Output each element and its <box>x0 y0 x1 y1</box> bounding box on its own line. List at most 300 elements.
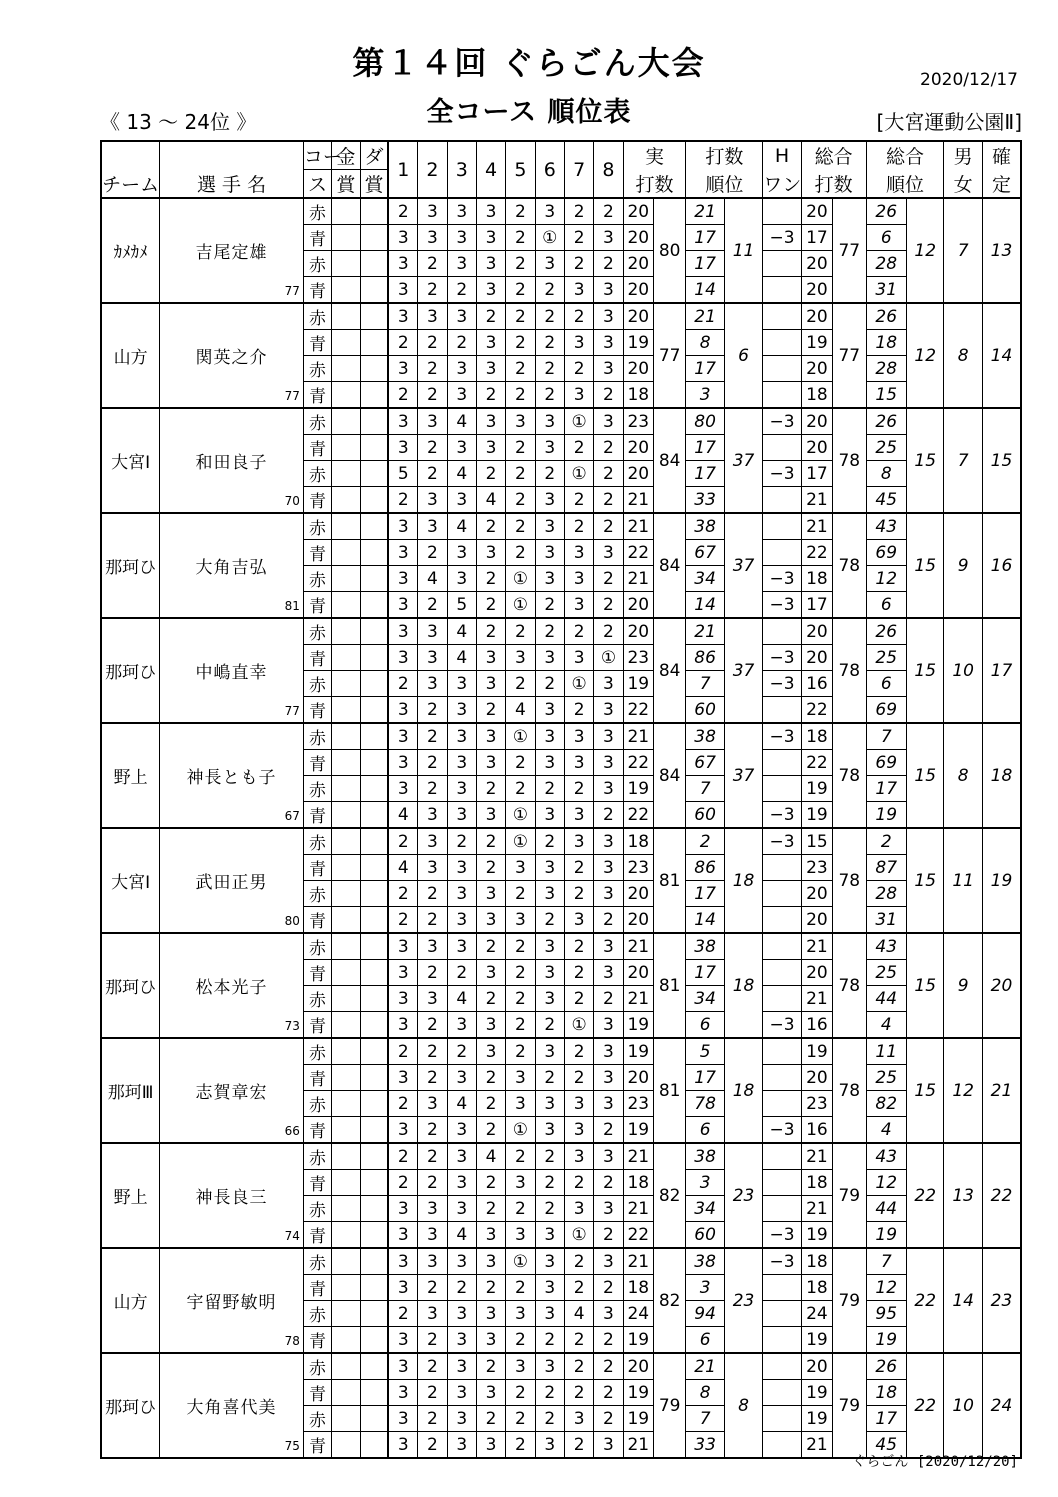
hole-score-cell: 3 <box>564 1406 593 1432</box>
course-rank-cell: 86 <box>686 645 724 671</box>
round-sum-cell: 20 <box>623 198 653 225</box>
net-rank-cell: 8 <box>866 461 906 487</box>
gold-prize-cell <box>332 566 360 592</box>
hole-score-cell: 2 <box>506 986 535 1012</box>
gold-prize-cell <box>332 1406 360 1432</box>
da-prize-cell <box>360 1432 388 1459</box>
hole-score-cell: 2 <box>594 251 623 277</box>
player-name-cell <box>160 933 304 1038</box>
gold-prize-cell <box>332 1301 360 1327</box>
hole-score-cell: 3 <box>418 1222 447 1249</box>
round-sum-cell: 19 <box>623 330 653 356</box>
hole-score-cell: 3 <box>594 1143 623 1170</box>
hole-score-cell: 2 <box>418 1012 447 1039</box>
course-rank-cell: 14 <box>686 907 724 934</box>
da-prize-cell <box>360 697 388 724</box>
hole-score-cell: 2 <box>535 618 564 645</box>
course-cell: 青 <box>303 907 331 934</box>
net-score-cell: 21 <box>801 986 832 1012</box>
hole-score-cell: 2 <box>506 1275 535 1301</box>
hole-score-cell: 3 <box>388 1065 417 1091</box>
hole-score-cell: 2 <box>564 487 593 514</box>
hole-score-cell: 3 <box>447 198 476 225</box>
hole-in-one-cell <box>763 277 801 304</box>
gender-rank-cell: 9 <box>944 933 982 1038</box>
hole-score-cell: 2 <box>564 1248 593 1275</box>
hole-score-cell: 3 <box>388 513 417 540</box>
net-score-cell: 23 <box>801 1091 832 1117</box>
player-name-cell <box>160 303 304 408</box>
gold-prize-cell <box>332 750 360 776</box>
course-cell: 赤 <box>303 881 331 907</box>
col-actual-header-top: 実 <box>623 141 686 170</box>
hole-score-cell: 3 <box>388 1353 417 1380</box>
hole-score-cell: 3 <box>535 645 564 671</box>
hole-score-cell: 2 <box>388 198 417 225</box>
hole-score-cell: 3 <box>418 933 447 960</box>
table-row <box>101 723 1021 750</box>
total-rank-cell: 15 <box>906 723 943 828</box>
gold-prize-cell <box>332 198 360 225</box>
hole-score-cell: 2 <box>506 933 535 960</box>
course-cell: 青 <box>303 330 331 356</box>
course-cell: 青 <box>303 1222 331 1249</box>
hole-score-cell: 2 <box>388 1143 417 1170</box>
course-rank-cell: 21 <box>686 1353 724 1380</box>
hole-in-one-cell: −3 <box>763 723 801 750</box>
course-rank-cell: 21 <box>686 303 724 330</box>
hole-score-cell: 3 <box>447 750 476 776</box>
hole-score-cell: 3 <box>506 1353 535 1380</box>
hole-score-cell: 2 <box>594 487 623 514</box>
hole-score-cell: ① <box>564 1012 593 1039</box>
round-sum-cell: 22 <box>623 697 653 724</box>
course-cell: 赤 <box>303 933 331 960</box>
total-rank-cell: 15 <box>906 933 943 1038</box>
course-rank-cell: 8 <box>686 330 724 356</box>
team-cell: 野上 <box>101 723 160 828</box>
hole-score-cell: 2 <box>418 1065 447 1091</box>
col-total-header-top: 総合 <box>801 141 866 170</box>
net-rank-cell: 31 <box>866 907 906 934</box>
net-rank-cell: 17 <box>866 1406 906 1432</box>
net-rank-cell: 11 <box>866 1038 906 1065</box>
total-strokes-cell: 78 <box>833 933 866 1038</box>
hole-score-cell: 2 <box>535 303 564 330</box>
hole-score-cell: 2 <box>594 1353 623 1380</box>
hole-score-cell: ① <box>535 225 564 251</box>
net-rank-cell: 12 <box>866 566 906 592</box>
course-cell: 赤 <box>303 198 331 225</box>
hole-score-cell: 3 <box>388 960 417 986</box>
hole-in-one-cell <box>763 1432 801 1459</box>
hole-score-cell: 2 <box>447 277 476 304</box>
total-rank-cell: 12 <box>906 198 943 303</box>
gold-prize-cell <box>332 1038 360 1065</box>
hole-score-cell: 2 <box>535 776 564 802</box>
course-cell: 赤 <box>303 513 331 540</box>
net-rank-cell: 6 <box>866 671 906 697</box>
hole-in-one-cell <box>763 855 801 881</box>
hole-score-cell: 3 <box>594 855 623 881</box>
round-sum-cell: 20 <box>623 960 653 986</box>
hole-in-one-cell: −3 <box>763 592 801 619</box>
hole-score-cell: 2 <box>418 1275 447 1301</box>
hole-in-one-cell <box>763 1275 801 1301</box>
hole-score-cell: 2 <box>418 356 447 382</box>
hole-score-cell: 4 <box>447 408 476 435</box>
hole-score-cell: 2 <box>447 1038 476 1065</box>
hole-score-cell: 3 <box>506 1301 535 1327</box>
hole-in-one-cell <box>763 907 801 934</box>
net-rank-cell: 25 <box>866 645 906 671</box>
hole-score-cell: 2 <box>447 1275 476 1301</box>
da-prize-cell <box>360 1170 388 1196</box>
hole-score-cell: 3 <box>564 802 593 829</box>
hole-score-cell: 3 <box>476 1432 505 1459</box>
da-prize-cell <box>360 303 388 330</box>
player-name: 大角吉弘 <box>195 558 268 578</box>
net-rank-cell: 45 <box>866 487 906 514</box>
da-prize-cell <box>360 1143 388 1170</box>
handicap: 78 <box>284 1334 300 1348</box>
course-rank-cell: 34 <box>686 1196 724 1222</box>
hole-score-cell: 2 <box>564 986 593 1012</box>
course-rank-cell: 38 <box>686 1248 724 1275</box>
hole-in-one-cell <box>763 303 801 330</box>
course-cell: 赤 <box>303 566 331 592</box>
footer-credit: ぐらごん [2020/12/20] <box>852 1454 1018 1470</box>
course-cell: 青 <box>303 540 331 566</box>
hole-score-cell: 2 <box>535 1327 564 1354</box>
round-sum-cell: 18 <box>623 1170 653 1196</box>
hole-score-cell: 3 <box>388 986 417 1012</box>
hole-score-cell: 2 <box>564 855 593 881</box>
hole-score-cell: 2 <box>447 960 476 986</box>
hole-score-cell: 3 <box>564 828 593 855</box>
course-rank-cell: 3 <box>686 1170 724 1196</box>
net-score-cell: 18 <box>801 1170 832 1196</box>
net-score-cell: 20 <box>801 356 832 382</box>
actual-total-cell: 84 <box>653 513 685 618</box>
total-strokes-cell: 79 <box>833 1143 866 1248</box>
net-score-cell: 22 <box>801 750 832 776</box>
hole-score-cell: 3 <box>594 408 623 435</box>
handicap: 66 <box>284 1124 300 1138</box>
table-row <box>101 933 1021 960</box>
course-cell: 赤 <box>303 1301 331 1327</box>
hole-score-cell: 3 <box>594 960 623 986</box>
hole-score-cell: 3 <box>535 1222 564 1249</box>
hole-score-cell: 2 <box>476 933 505 960</box>
hole-score-cell: 2 <box>564 435 593 461</box>
hole-in-one-cell <box>763 697 801 724</box>
hole-score-cell: 3 <box>506 1091 535 1117</box>
player-rows <box>101 198 1021 1458</box>
hole-score-cell: ① <box>506 592 535 619</box>
hole-score-cell: 2 <box>535 828 564 855</box>
actual-total-cell: 81 <box>653 1038 685 1143</box>
course-cell: 赤 <box>303 1091 331 1117</box>
course-cell: 青 <box>303 1117 331 1144</box>
hole-score-cell: 3 <box>535 540 564 566</box>
course-rank-cell: 6 <box>686 1117 724 1144</box>
hole-in-one-cell: −3 <box>763 461 801 487</box>
strokes-rank-cell: 37 <box>724 723 762 828</box>
course-rank-cell: 38 <box>686 723 724 750</box>
gender-rank-cell: 7 <box>944 198 982 303</box>
net-score-cell: 17 <box>801 592 832 619</box>
course-cell: 青 <box>303 1275 331 1301</box>
report-date: 2020/12/17 <box>920 70 1018 90</box>
hole-score-cell: 3 <box>418 618 447 645</box>
total-strokes-cell: 78 <box>833 828 866 933</box>
team-cell: ｶﾒｶﾒ <box>101 198 160 303</box>
hole-score-cell: 4 <box>447 1222 476 1249</box>
hole-score-cell: ① <box>564 1222 593 1249</box>
hole-score-cell: 2 <box>535 1406 564 1432</box>
hole-in-one-cell: −3 <box>763 802 801 829</box>
player-name: 中嶋直幸 <box>195 663 268 683</box>
hole-score-cell: 3 <box>594 1091 623 1117</box>
course-rank-cell: 14 <box>686 592 724 619</box>
hole-score-cell: 2 <box>564 881 593 907</box>
final-rank-cell: 24 <box>982 1353 1021 1458</box>
net-score-cell: 16 <box>801 1117 832 1144</box>
total-strokes-cell: 78 <box>833 513 866 618</box>
hole-score-cell: 3 <box>388 1380 417 1406</box>
course-rank-cell: 94 <box>686 1301 724 1327</box>
gold-prize-cell <box>332 277 360 304</box>
table-row <box>101 1248 1021 1275</box>
net-rank-cell: 2 <box>866 828 906 855</box>
hole-in-one-cell <box>763 1301 801 1327</box>
hole-score-cell: 2 <box>476 618 505 645</box>
hole-score-cell: 2 <box>476 461 505 487</box>
player-name: 志賀章宏 <box>195 1083 268 1103</box>
hole-score-cell: 2 <box>476 1091 505 1117</box>
hole-score-cell: 3 <box>476 540 505 566</box>
hole-in-one-cell <box>763 1196 801 1222</box>
col-hole-4-header: 4 <box>476 141 505 198</box>
hole-score-cell: 3 <box>447 303 476 330</box>
hole-score-cell: 2 <box>506 1143 535 1170</box>
table-row <box>101 303 1021 330</box>
da-prize-cell <box>360 540 388 566</box>
net-score-cell: 17 <box>801 461 832 487</box>
hole-score-cell: 3 <box>447 1143 476 1170</box>
course-cell: 青 <box>303 1380 331 1406</box>
hole-score-cell: 2 <box>506 513 535 540</box>
final-rank-cell: 13 <box>982 198 1021 303</box>
page-title: 第１４回 ぐらごん大会 <box>352 44 706 82</box>
hole-score-cell: 2 <box>535 592 564 619</box>
total-rank-cell: 22 <box>906 1248 943 1353</box>
hole-score-cell: 2 <box>418 330 447 356</box>
hole-score-cell: ① <box>506 723 535 750</box>
hole-score-cell: 4 <box>388 855 417 881</box>
hole-in-one-cell: −3 <box>763 828 801 855</box>
strokes-rank-cell: 18 <box>724 1038 762 1143</box>
round-sum-cell: 20 <box>623 907 653 934</box>
gold-prize-cell <box>332 1196 360 1222</box>
hole-score-cell: 3 <box>388 776 417 802</box>
course-rank-cell: 86 <box>686 855 724 881</box>
hole-score-cell: 3 <box>535 723 564 750</box>
round-sum-cell: 19 <box>623 1406 653 1432</box>
course-rank-cell: 60 <box>686 697 724 724</box>
net-score-cell: 21 <box>801 487 832 514</box>
net-rank-cell: 43 <box>866 1143 906 1170</box>
net-score-cell: 18 <box>801 1248 832 1275</box>
net-rank-cell: 4 <box>866 1117 906 1144</box>
hole-score-cell: 3 <box>476 198 505 225</box>
hole-score-cell: 3 <box>447 435 476 461</box>
table-row <box>101 1143 1021 1170</box>
hole-score-cell: 2 <box>564 960 593 986</box>
hole-score-cell: 3 <box>564 330 593 356</box>
hole-score-cell: 2 <box>506 382 535 409</box>
player-name: 大角喜代美 <box>186 1398 277 1418</box>
hole-score-cell: 2 <box>506 1038 535 1065</box>
round-sum-cell: 20 <box>623 303 653 330</box>
hole-in-one-cell: −3 <box>763 408 801 435</box>
course-cell: 青 <box>303 487 331 514</box>
da-prize-cell <box>360 618 388 645</box>
hole-score-cell: 3 <box>594 277 623 304</box>
player-name-cell <box>160 1353 304 1458</box>
hole-score-cell: 4 <box>564 1301 593 1327</box>
hole-score-cell: 2 <box>506 330 535 356</box>
hole-score-cell: 3 <box>535 1301 564 1327</box>
hole-score-cell: 3 <box>476 408 505 435</box>
col-da-header-bottom: 賞 <box>360 170 388 199</box>
handicap: 70 <box>284 494 300 508</box>
hole-score-cell: 2 <box>564 933 593 960</box>
hole-score-cell: 2 <box>535 277 564 304</box>
total-rank-cell: 22 <box>906 1353 943 1458</box>
hole-score-cell: 3 <box>447 697 476 724</box>
hole-score-cell: 3 <box>476 1301 505 1327</box>
hole-score-cell: 2 <box>535 671 564 697</box>
hole-score-cell: 2 <box>418 1117 447 1144</box>
hole-score-cell: 2 <box>506 1406 535 1432</box>
hole-score-cell: 2 <box>594 1222 623 1249</box>
hole-score-cell: 2 <box>594 907 623 934</box>
hole-score-cell: 3 <box>564 540 593 566</box>
gender-rank-cell: 12 <box>944 1038 982 1143</box>
final-rank-cell: 22 <box>982 1143 1021 1248</box>
course-rank-cell: 17 <box>686 881 724 907</box>
hole-score-cell: 2 <box>447 828 476 855</box>
page-subtitle: 全コース 順位表 <box>426 97 632 128</box>
round-sum-cell: 21 <box>623 1196 653 1222</box>
hole-in-one-cell <box>763 1406 801 1432</box>
hole-in-one-cell: −3 <box>763 1012 801 1039</box>
da-prize-cell <box>360 382 388 409</box>
hole-in-one-cell <box>763 540 801 566</box>
hole-in-one-cell <box>763 382 801 409</box>
round-sum-cell: 21 <box>623 1432 653 1459</box>
hole-score-cell: 3 <box>476 723 505 750</box>
gold-prize-cell <box>332 330 360 356</box>
hole-score-cell: 2 <box>418 1327 447 1354</box>
da-prize-cell <box>360 1301 388 1327</box>
net-score-cell: 19 <box>801 1380 832 1406</box>
hole-score-cell: 2 <box>594 592 623 619</box>
da-prize-cell <box>360 566 388 592</box>
hole-in-one-cell <box>763 356 801 382</box>
hole-score-cell: 3 <box>594 225 623 251</box>
course-rank-cell: 38 <box>686 513 724 540</box>
hole-score-cell: 3 <box>388 1222 417 1249</box>
hole-score-cell: 3 <box>594 881 623 907</box>
round-sum-cell: 21 <box>623 1248 653 1275</box>
total-strokes-cell: 79 <box>833 1353 866 1458</box>
hole-score-cell: 2 <box>506 1196 535 1222</box>
player-name-cell <box>160 1248 304 1353</box>
course-cell: 青 <box>303 750 331 776</box>
hole-score-cell: 3 <box>535 1117 564 1144</box>
hole-score-cell: 2 <box>594 198 623 225</box>
hole-score-cell: 3 <box>535 198 564 225</box>
hole-score-cell: 2 <box>535 1196 564 1222</box>
col-team-header: チーム <box>101 141 160 198</box>
hole-score-cell: 2 <box>564 1170 593 1196</box>
hole-score-cell: 2 <box>594 461 623 487</box>
hole-score-cell: 2 <box>594 986 623 1012</box>
net-rank-cell: 26 <box>866 408 906 435</box>
hole-score-cell: 2 <box>388 330 417 356</box>
hole-score-cell: 3 <box>535 408 564 435</box>
round-sum-cell: 19 <box>623 1012 653 1039</box>
gold-prize-cell <box>332 592 360 619</box>
net-score-cell: 19 <box>801 1406 832 1432</box>
hole-score-cell: 2 <box>506 356 535 382</box>
net-score-cell: 20 <box>801 645 832 671</box>
hole-score-cell: 2 <box>535 1380 564 1406</box>
hole-score-cell: 2 <box>564 513 593 540</box>
team-cell: 那珂ひ <box>101 513 160 618</box>
team-cell: 大宮Ⅰ <box>101 408 160 513</box>
hole-in-one-cell <box>763 986 801 1012</box>
player-name-cell <box>160 1038 304 1143</box>
gold-prize-cell <box>332 802 360 829</box>
hole-score-cell: 2 <box>476 1196 505 1222</box>
table-row <box>101 828 1021 855</box>
gold-prize-cell <box>332 828 360 855</box>
hole-score-cell: 3 <box>535 1248 564 1275</box>
hole-score-cell: 3 <box>535 487 564 514</box>
gold-prize-cell <box>332 1012 360 1039</box>
course-rank-cell: 67 <box>686 540 724 566</box>
gold-prize-cell <box>332 1380 360 1406</box>
net-rank-cell: 19 <box>866 802 906 829</box>
hole-score-cell: 3 <box>447 802 476 829</box>
round-sum-cell: 20 <box>623 1065 653 1091</box>
team-cell: 那珂ひ <box>101 933 160 1038</box>
strokes-rank-cell: 6 <box>724 303 762 408</box>
hole-score-cell: 3 <box>535 855 564 881</box>
final-rank-cell: 23 <box>982 1248 1021 1353</box>
hole-score-cell: 3 <box>564 277 593 304</box>
hole-score-cell: 2 <box>418 1406 447 1432</box>
hole-score-cell: 3 <box>594 330 623 356</box>
gender-rank-cell: 7 <box>944 408 982 513</box>
hole-score-cell: 3 <box>564 723 593 750</box>
venue-label: [大宮運動公園Ⅱ] <box>876 110 1022 134</box>
hole-score-cell: 2 <box>506 435 535 461</box>
